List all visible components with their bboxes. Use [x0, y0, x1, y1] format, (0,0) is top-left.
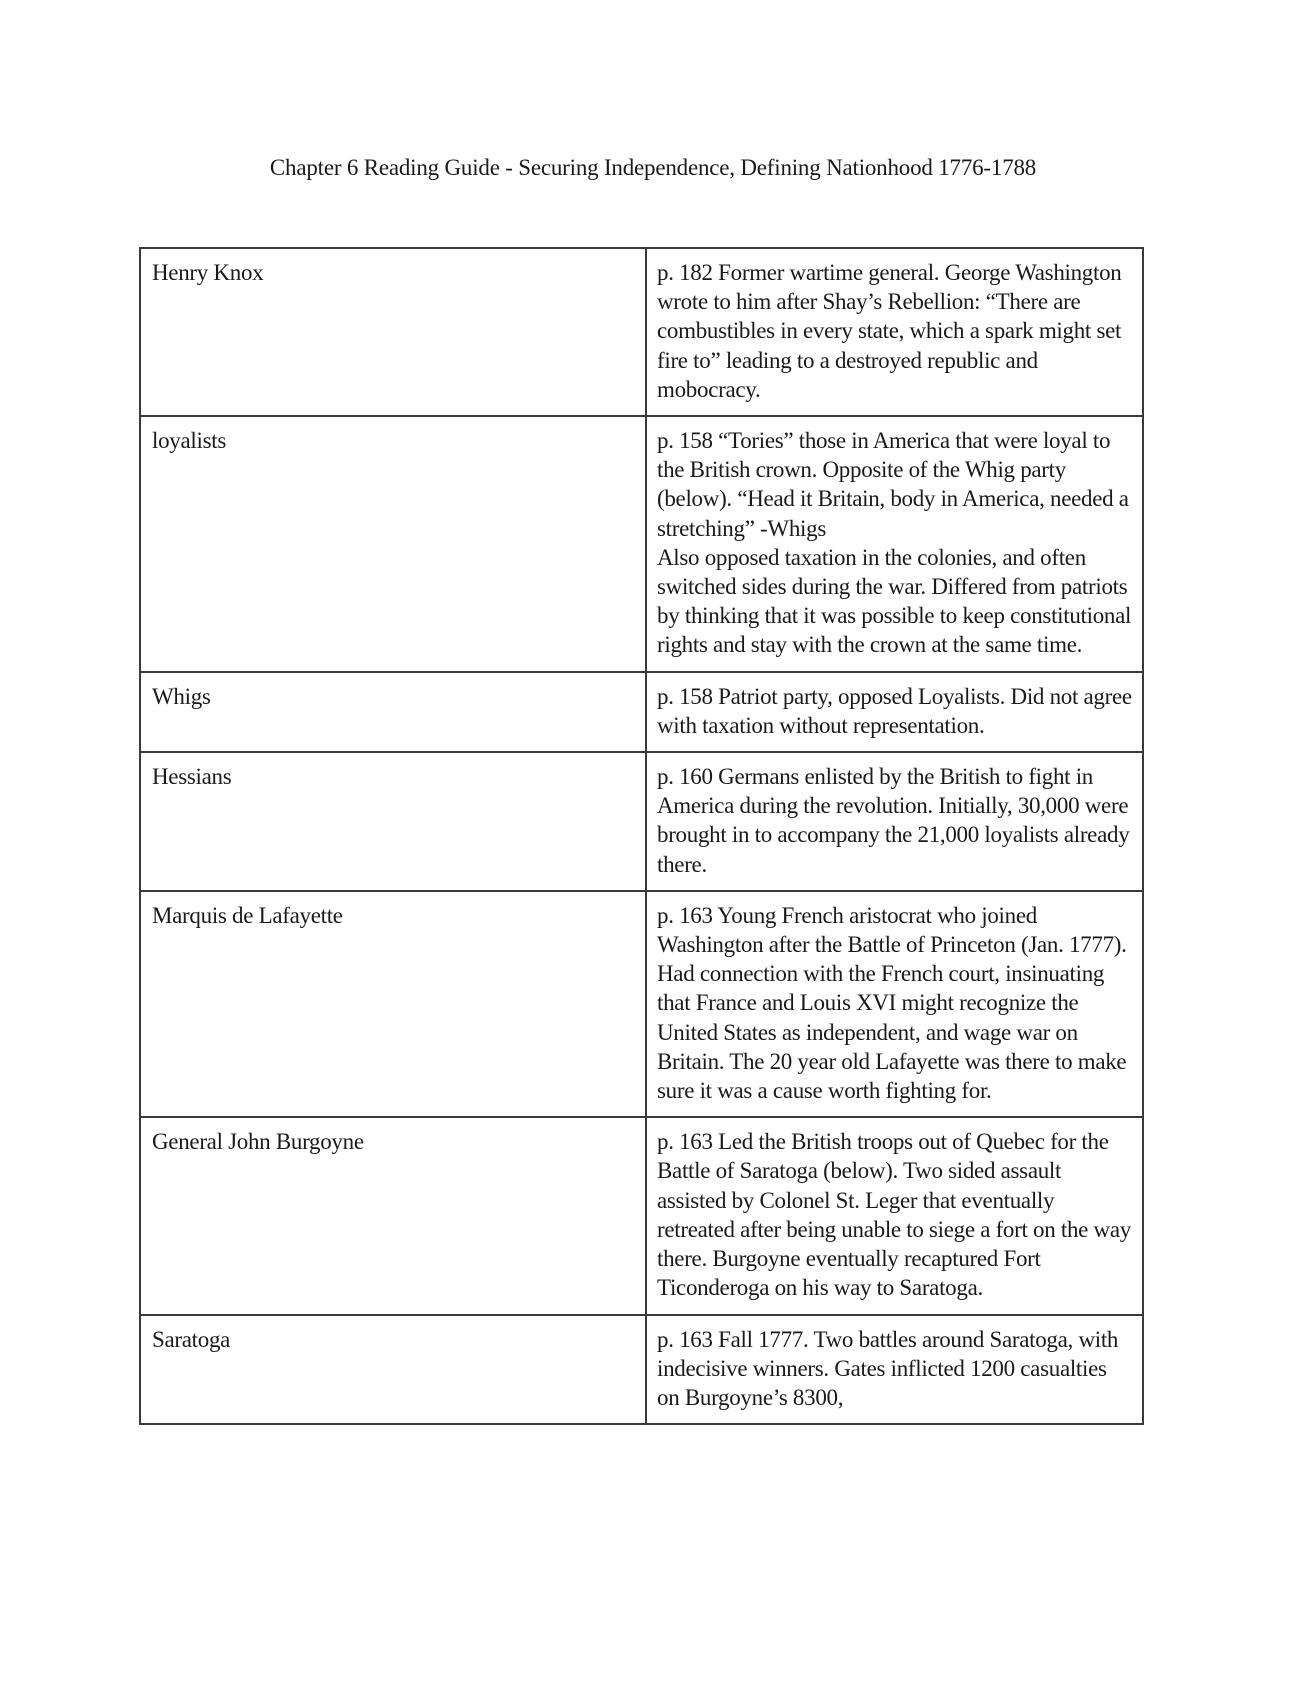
table-row [140, 416, 1143, 672]
definition-cell: p. 158 Patriot party, opposed Loyalists. Did not agree with taxation without representation. [646, 672, 1143, 752]
term-cell: Henry Knox [140, 248, 646, 416]
term-cell: Hessians [140, 752, 646, 891]
definition-cell: p. 163 Fall 1777. Two battles around Saratoga, with indecisive winners. Gates inflicted 1200 casualties on Burgoyne’s 8300, [646, 1315, 1143, 1425]
definition-cell: p. 158 “Tories” those in America that were loyal to the British crown. Opposite of the Whig party (below). “Head it Britain, body in America, needed a stretching” -Whigs Also opposed taxation in the colonies, and often switched sides during the war. Differed from patriots by thinking that it was possible to keep constitutional rights and stay with the crown at the same time. [646, 416, 1143, 672]
term-cell: Saratoga [140, 1315, 646, 1425]
term-cell: Marquis de Lafayette [140, 891, 646, 1117]
term-cell: loyalists [140, 416, 646, 672]
definition-cell: p. 163 Led the British troops out of Quebec for the Battle of Saratoga (below). Two sided assault assisted by Colonel St. Leger that eventually retreated after being unable to siege a fort on the way there. Burgoyne eventually recaptured Fort Ticonderoga on his way to Saratoga. [646, 1117, 1143, 1314]
table-row [140, 891, 1143, 1117]
table-row [140, 1315, 1143, 1425]
table-row [140, 248, 1143, 416]
definition-cell: p. 182 Former wartime general. George Washington wrote to him after Shay’s Rebellion: “There are combustibles in every state, which a spark might set fire to” leading to a destroyed republic and mobocracy. [646, 248, 1143, 416]
table-row [140, 672, 1143, 752]
term-cell: Whigs [140, 672, 646, 752]
reading-guide-table [139, 247, 1144, 1425]
term-cell: General John Burgoyne [140, 1117, 646, 1314]
definition-cell: p. 160 Germans enlisted by the British to fight in America during the revolution. Initially, 30,000 were brought in to accompany the 21,000 loyalists already there. [646, 752, 1143, 891]
definition-cell: p. 163 Young French aristocrat who joined Washington after the Battle of Princeton (Jan. 1777). Had connection with the French court, insinuating that France and Louis XVI might recognize the United States as independent, and wage war on Britain. The 20 year old Lafayette was there to make sure it was a cause worth fighting for. [646, 891, 1143, 1117]
page-title: Chapter 6 Reading Guide - Securing Independence, Defining Nationhood 1776-1788 [269, 155, 1037, 180]
table-row [140, 752, 1143, 891]
table-row [140, 1117, 1143, 1314]
